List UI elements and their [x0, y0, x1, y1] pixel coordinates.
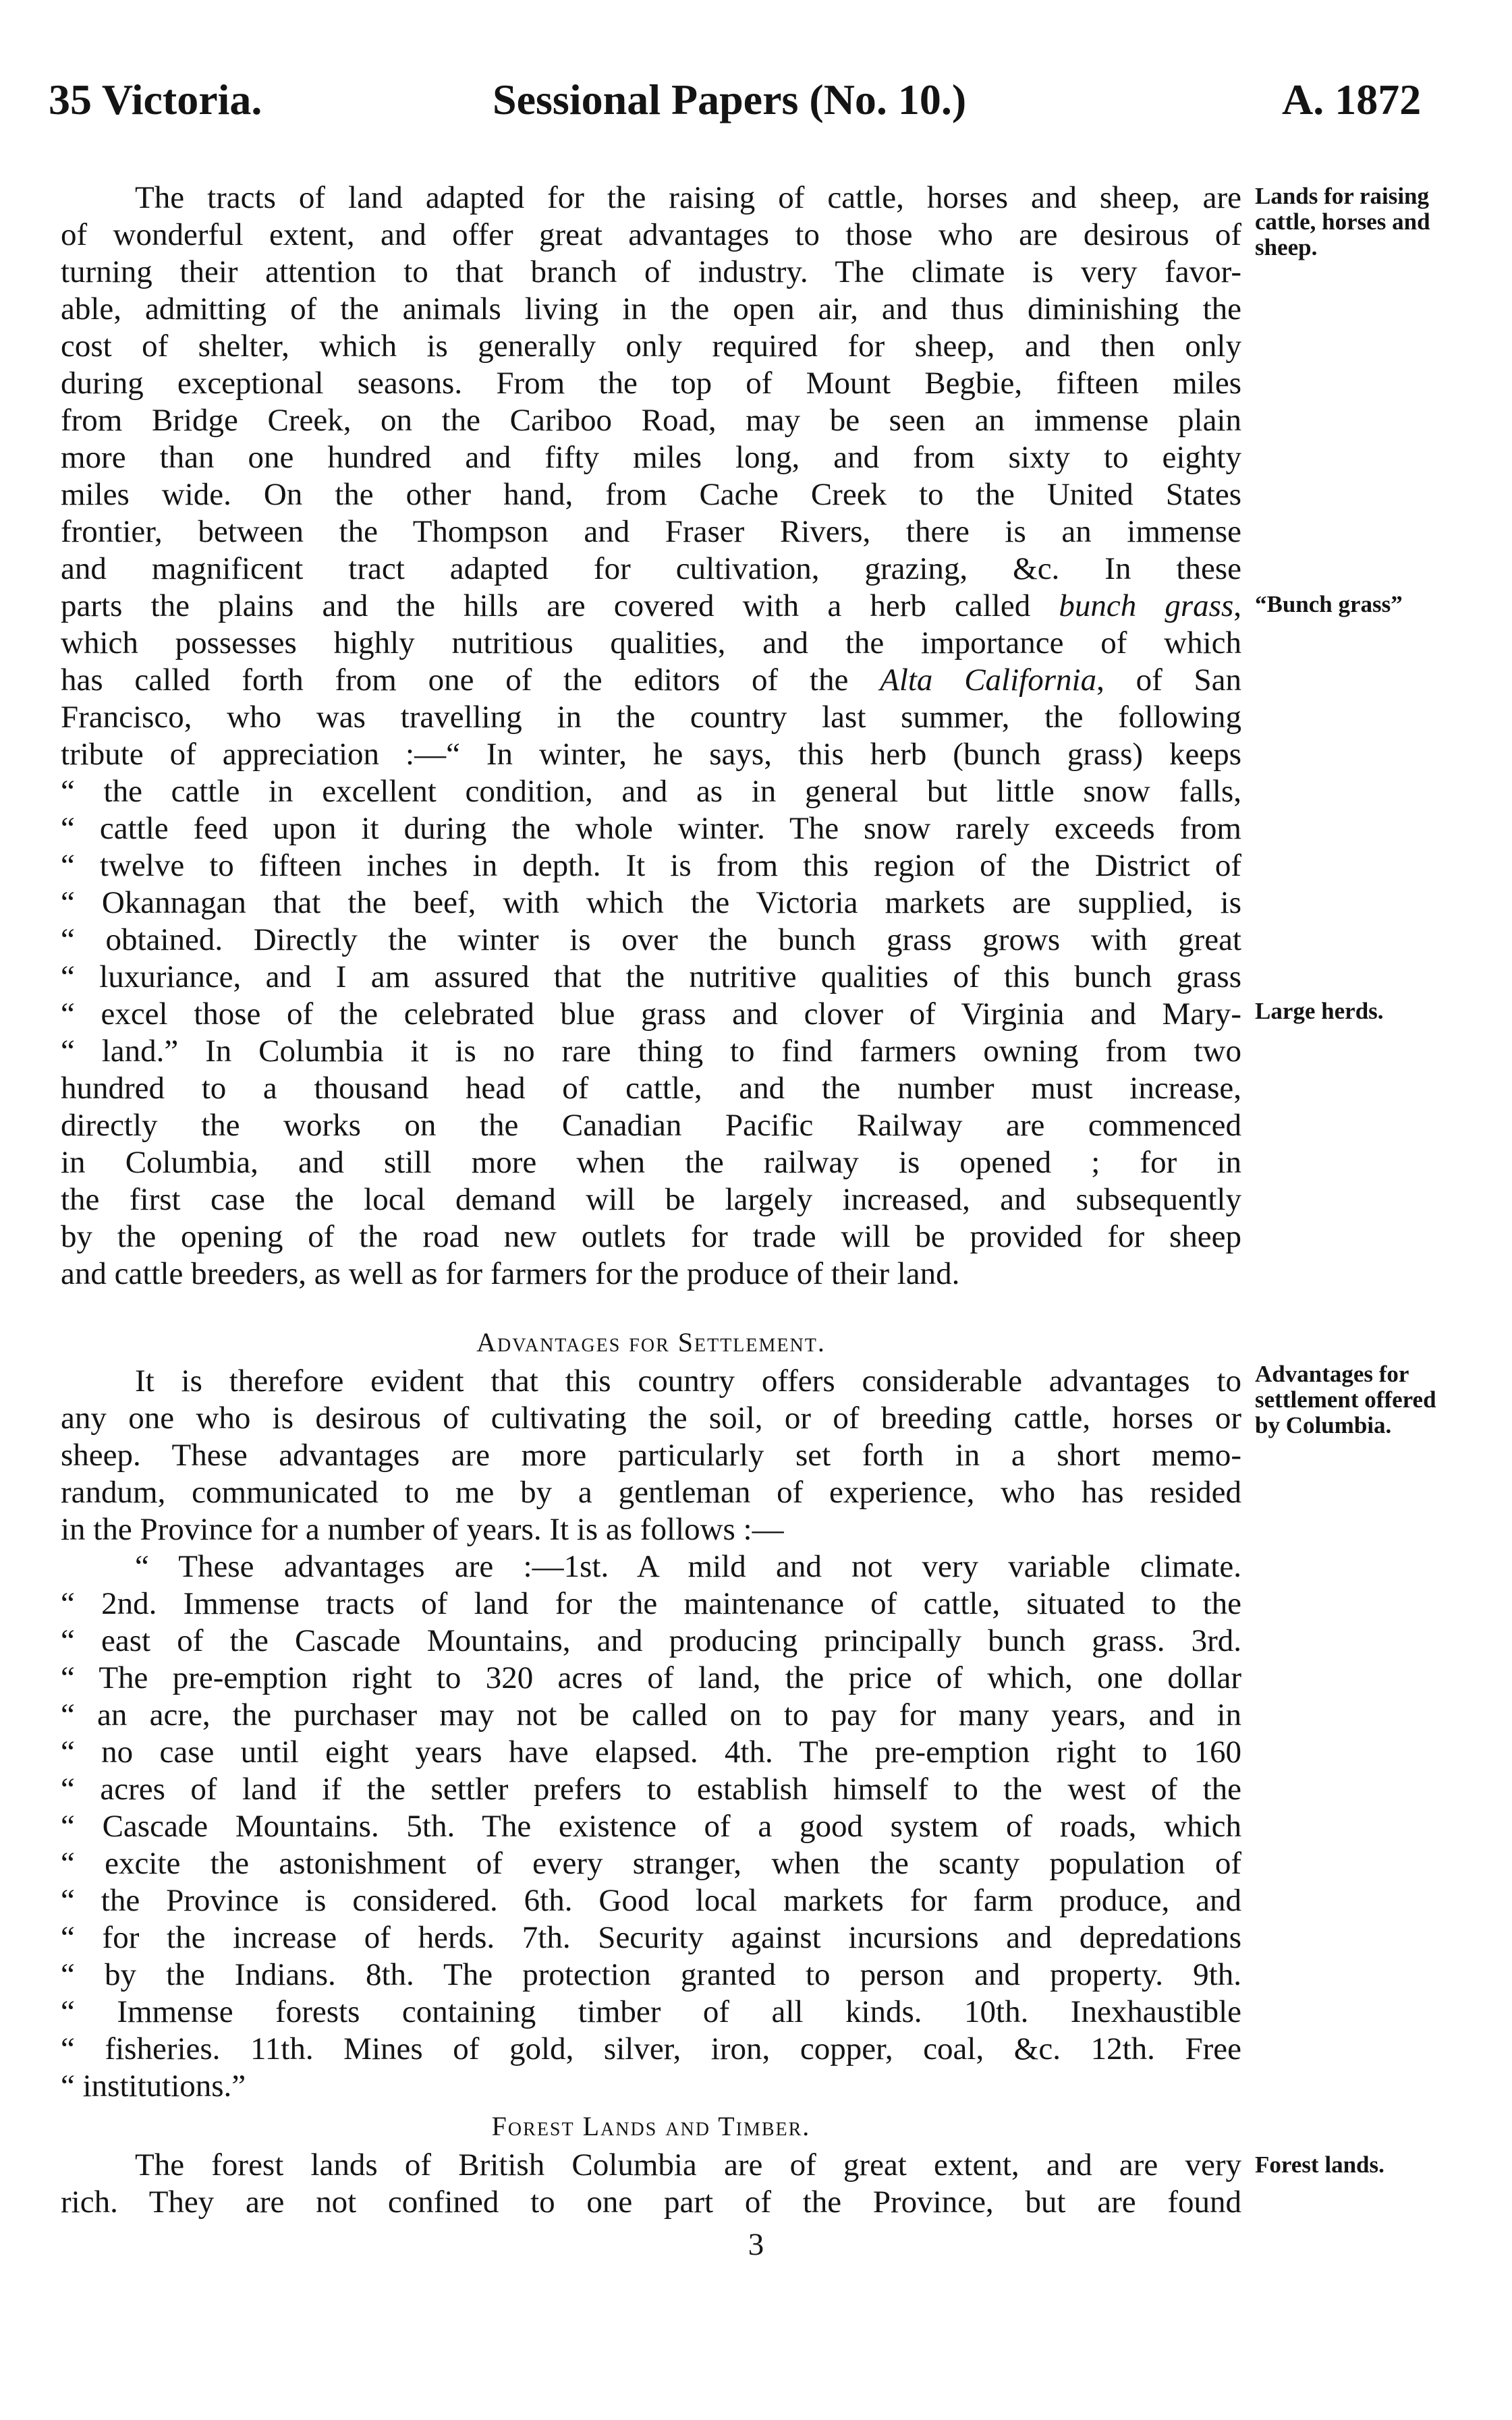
text-line: “ 2nd. Immense tracts of land for the maintenance of cattle, situated to the — [61, 1586, 1241, 1621]
margin-note-advantages: Advantages for settlement offered by Columbia. — [1255, 1361, 1436, 1438]
text-line: “ Okannagan that the beef, with which the Victoria markets are supplied, is — [61, 885, 1241, 920]
text-line: “ twelve to fifteen inches in depth. It is from this region of the District of — [61, 848, 1241, 883]
text-line: of wonderful extent, and offer great advantages to those who are desirous of — [61, 217, 1241, 252]
text-line: parts the plains and the hills are covered with a herb called bunch grass, — [61, 588, 1241, 623]
text-line: “ an acre, the purchaser may not be called on to pay for many years, and in — [61, 1697, 1241, 1733]
section-advantages — [61, 1363, 1241, 2105]
text-line: “ Immense forests containing timber of all kinds. 10th. Inexhaustible — [61, 1994, 1241, 2029]
text-line: frontier, between the Thompson and Fraser Rivers, there is an immense — [61, 514, 1241, 549]
text-line: has called forth from one of the editors of the Alta California, of San — [61, 663, 1241, 698]
text-line: The tracts of land adapted for the raising of cattle, horses and sheep, are — [135, 180, 1241, 215]
session-label: 35 Victoria. — [49, 76, 262, 123]
text-line: directly the works on the Canadian Pacific Railway are commenced — [61, 1108, 1241, 1143]
text-line: the first case the local demand will be largely increased, and subsequently — [61, 1182, 1241, 1217]
text-line: tribute of appreciation :—“ In winter, he says, this herb (bunch grass) keeps — [61, 737, 1241, 772]
section-cattle-lands — [61, 179, 1241, 1293]
text-line: “ Cascade Mountains. 5th. The existence of a good system of roads, which — [61, 1809, 1241, 1844]
heading-forest-lands: Forest Lands and Timber. — [491, 2111, 811, 2141]
text-line: sheep. These advantages are more particularly set forth in a short memo- — [61, 1438, 1241, 1473]
year-label: A. 1872 — [1282, 76, 1422, 123]
margin-note-forest: Forest lands. — [1255, 2151, 1384, 2178]
text-line: rich. They are not confined to one part of the Province, but are found — [61, 2185, 1241, 2220]
margin-note-large-herds: Large herds. — [1255, 998, 1384, 1024]
text-line: able, admitting of the animals living in the open air, and thus diminishing the — [61, 291, 1241, 327]
text-line: which possesses highly nutritious qualities, and the importance of which — [61, 625, 1241, 660]
text-line: “ institutions.” — [61, 2069, 246, 2104]
text-line: “ east of the Cascade Mountains, and producing principally bunch grass. 3rd. — [61, 1623, 1241, 1658]
text-line: by the opening of the road new outlets for trade will be provided for sheep — [61, 1219, 1241, 1254]
section-forest-lands — [61, 2147, 1241, 2221]
heading-advantages: Advantages for Settlement. — [476, 1327, 826, 1357]
text-line: “ luxuriance, and I am assured that the nutritive qualities of this bunch grass — [61, 959, 1241, 994]
text-line: “ fisheries. 11th. Mines of gold, silver, iron, copper, coal, &c. 12th. Free — [61, 2031, 1241, 2066]
text-line: “ land.” In Columbia it is no rare thing to find farmers owning from two — [61, 1034, 1241, 1069]
text-line: “ The pre-emption right to 320 acres of land, the price of which, one dollar — [61, 1660, 1241, 1695]
margin-note-cattle: Lands for raising cattle, horses and sheep. — [1255, 183, 1430, 260]
text-line: hundred to a thousand head of cattle, and the number must increase, — [61, 1071, 1241, 1106]
text-line: in the Province for a number of years. It is as follows :— — [61, 1512, 784, 1547]
text-line: The forest lands of British Columbia are of great extent, and are very — [135, 2147, 1241, 2183]
text-line: randum, communicated to me by a gentleman of experience, who has resided — [61, 1475, 1241, 1510]
text-line: “ acres of land if the settler prefers to establish himself to the west of the — [61, 1772, 1241, 1807]
text-line: Francisco, who was travelling in the country last summer, the following — [61, 700, 1241, 735]
text-line: from Bridge Creek, on the Cariboo Road, may be seen an immense plain — [61, 403, 1241, 438]
text-line: “ cattle feed upon it during the whole winter. The snow rarely exceeds from — [61, 811, 1241, 846]
text-line: “ no case until eight years have elapsed. 4th. The pre-emption right to 160 — [61, 1735, 1241, 1770]
text-line: “ These advantages are :—1st. A mild and not very variable climate. — [135, 1549, 1241, 1584]
text-line: “ for the increase of herds. 7th. Security against incursions and depredations — [61, 1920, 1241, 1955]
text-line: during exceptional seasons. From the top of Mount Begbie, fifteen miles — [61, 366, 1241, 401]
text-line: cost of shelter, which is generally only required for sheep, and then only — [61, 329, 1241, 364]
text-line: more than one hundred and fifty miles long, and from sixty to eighty — [61, 440, 1241, 475]
text-line: any one who is desirous of cultivating the soil, or of breeding cattle, horses or — [61, 1401, 1241, 1436]
text-line: “ the cattle in excellent condition, and as in general but little snow falls, — [61, 774, 1241, 809]
page-header — [0, 73, 1512, 134]
text-line: “ excite the astonishment of every stranger, when the scanty population of — [61, 1846, 1241, 1881]
text-line: and cattle breeders, as well as for farmers for the produce of their land. — [61, 1256, 960, 1291]
text-line: turning their attention to that branch of industry. The climate is very favor- — [61, 254, 1241, 289]
text-line: miles wide. On the other hand, from Cache Creek to the United States — [61, 477, 1241, 512]
text-line: in Columbia, and still more when the railway is opened ; for in — [61, 1145, 1241, 1180]
text-line: It is therefore evident that this country offers considerable advantages to — [135, 1363, 1241, 1399]
text-line: “ by the Indians. 8th. The protection granted to person and property. 9th. — [61, 1957, 1241, 1992]
document-title: Sessional Papers (No. 10.) — [493, 76, 967, 123]
text-line: “ obtained. Directly the winter is over the bunch grass grows with great — [61, 922, 1241, 957]
text-line: “ the Province is considered. 6th. Good local markets for farm produce, and — [61, 1883, 1241, 1918]
page-number: 3 — [748, 2227, 764, 2262]
margin-note-bunch-grass: “Bunch grass” — [1255, 591, 1403, 617]
text-line: and magnificent tract adapted for cultivation, grazing, &c. In these — [61, 551, 1241, 586]
text-line: “ excel those of the celebrated blue grass and clover of Virginia and Mary- — [61, 996, 1241, 1032]
